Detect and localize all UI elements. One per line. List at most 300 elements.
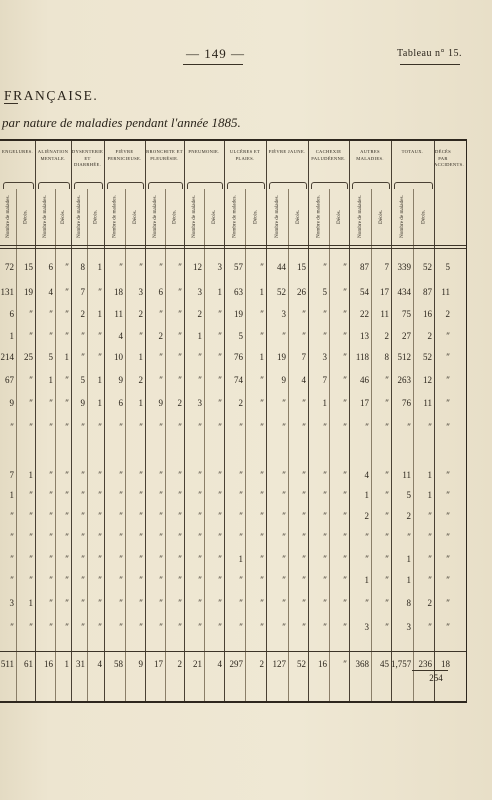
table-cell: 4 (97, 659, 102, 669)
table-cell: 2 (158, 331, 163, 341)
table-cell: ″ (178, 331, 182, 341)
table-cell: ″ (343, 554, 347, 564)
table-cell: ″ (139, 511, 143, 521)
table-cell: ″ (10, 422, 14, 432)
page-number: — 149 — (186, 46, 245, 61)
table-cell: 297 (229, 659, 243, 669)
grand-total: 254 (429, 673, 443, 683)
table-cell: 2 (445, 309, 450, 319)
table-cell: 4 (48, 287, 53, 297)
table-cell: ″ (178, 375, 182, 385)
table-cell: 11 (441, 287, 450, 297)
totals-rule (0, 651, 466, 652)
table-cell: ″ (343, 331, 347, 341)
table-cell: ″ (139, 554, 143, 564)
table-cell: ″ (365, 598, 369, 608)
table-cell: ″ (428, 422, 432, 432)
header-rule (0, 245, 466, 246)
table-subtitle: par nature de maladies pendant l'année 1885. (2, 115, 241, 130)
table-cell: 52 (423, 262, 432, 272)
table-cell: ″ (343, 398, 347, 408)
table-cell: ″ (323, 309, 327, 319)
table-cell: ″ (139, 262, 143, 272)
table-cell: 12 (423, 375, 432, 385)
table-cell: ″ (302, 398, 306, 408)
table-cell: ″ (159, 622, 163, 632)
table-cell: ″ (218, 375, 222, 385)
table-cell: ″ (119, 511, 123, 521)
table-cell: 1 (138, 352, 143, 362)
table-cell: 46 (360, 375, 369, 385)
table-cell: ″ (239, 490, 243, 500)
table-cell: 7 (80, 287, 85, 297)
table-cell: 2 (384, 331, 389, 341)
table-cell: ″ (159, 490, 163, 500)
title-fragment: FRANÇAISE. (4, 88, 99, 103)
table-cell: ″ (29, 532, 33, 542)
table-cell: 52 (423, 352, 432, 362)
table-cell: 2 (197, 309, 202, 319)
table-cell: ″ (239, 622, 243, 632)
table-cell: ″ (49, 398, 53, 408)
table-cell: ″ (282, 575, 286, 585)
table-cell: 1 (97, 375, 102, 385)
table-cell: ″ (343, 511, 347, 521)
group-brace (3, 182, 34, 189)
table-cell: ″ (302, 511, 306, 521)
column-header: Décès. (420, 210, 427, 224)
table-cell: ″ (343, 470, 347, 480)
column-header: Nombre de malades. (111, 195, 118, 239)
table-cell: 1 (97, 398, 102, 408)
table-cell: ″ (446, 511, 450, 521)
table-cell: 25 (24, 352, 33, 362)
table-cell: ″ (446, 598, 450, 608)
table-cell: 3 (138, 287, 143, 297)
table-cell: ″ (139, 422, 143, 432)
table-cell: 1 (238, 554, 243, 564)
table-cell: ″ (218, 532, 222, 542)
column-header: Nombre de malades. (152, 195, 158, 239)
table-cell: ″ (159, 532, 163, 542)
table-cell: ″ (98, 331, 102, 341)
column-header: Nombre de malades. (191, 195, 197, 239)
table-cell: ″ (282, 490, 286, 500)
table-cell: ″ (178, 554, 182, 564)
table-cell: 17 (154, 659, 163, 669)
group-brace (107, 182, 144, 189)
table-cell: ″ (81, 511, 85, 521)
table-cell: ″ (218, 331, 222, 341)
table-cell: 6 (118, 398, 123, 408)
table-cell: 4 (301, 375, 306, 385)
table-cell: ″ (98, 352, 102, 362)
group-header: TOTAUX. (401, 149, 424, 154)
table-cell: 1 (97, 309, 102, 319)
table-cell: ″ (260, 490, 264, 500)
table-cell: ″ (178, 470, 182, 480)
table-cell: 2 (364, 511, 369, 521)
table-cell: 18 (114, 287, 123, 297)
table-cell: ″ (81, 422, 85, 432)
table-cell: 87 (360, 262, 369, 272)
table-cell: ″ (343, 262, 347, 272)
table-cell: ″ (98, 511, 102, 521)
table-cell: ″ (119, 470, 123, 480)
table-cell: ″ (343, 622, 347, 632)
column-header: Nombre de malades. (399, 195, 405, 239)
table-cell: ″ (198, 622, 202, 632)
table-cell: 76 (402, 398, 411, 408)
table-cell: ″ (260, 622, 264, 632)
table-cell: 1 (9, 331, 14, 341)
table-cell: ″ (218, 470, 222, 480)
table-cell: ″ (446, 375, 450, 385)
table-cell: ″ (302, 532, 306, 542)
table-cell: ″ (178, 490, 182, 500)
table-cell: ″ (65, 470, 69, 480)
table-cell: ″ (385, 511, 389, 521)
table-cell: ″ (302, 598, 306, 608)
table-cell: 339 (397, 262, 411, 272)
column-divider (434, 141, 435, 701)
table-cell: ″ (407, 532, 411, 542)
table-cell: 9 (138, 659, 143, 669)
table-cell: ″ (282, 470, 286, 480)
table-cell: ″ (428, 622, 432, 632)
table-cell: ″ (239, 422, 243, 432)
table-cell: ″ (49, 622, 53, 632)
table-cell: ″ (218, 575, 222, 585)
table-cell: ″ (323, 490, 327, 500)
statistics-table (0, 139, 467, 703)
table-cell: ″ (385, 422, 389, 432)
table-cell: ″ (65, 375, 69, 385)
table-cell: 16 (44, 659, 53, 669)
table-cell: ″ (178, 287, 182, 297)
table-cell: 2 (427, 598, 432, 608)
table-cell: ″ (446, 352, 450, 362)
table-cell: ″ (178, 622, 182, 632)
table-cell: ″ (385, 490, 389, 500)
table-cell: ″ (29, 575, 33, 585)
group-brace (352, 182, 390, 189)
table-cell: ″ (29, 511, 33, 521)
table-cell: ″ (218, 398, 222, 408)
table-cell: ″ (10, 511, 14, 521)
table-cell: 1 (364, 575, 369, 585)
table-cell: ″ (139, 598, 143, 608)
column-header: Nombre de malades. (357, 195, 363, 239)
table-cell: 15 (24, 262, 33, 272)
table-cell: ″ (302, 470, 306, 480)
table-cell: 1 (217, 287, 222, 297)
table-cell: ″ (159, 422, 163, 432)
table-cell: ″ (260, 511, 264, 521)
table-cell: ″ (29, 422, 33, 432)
table-cell: ″ (139, 532, 143, 542)
table-cell: 13 (360, 331, 369, 341)
table-cell: 19 (24, 287, 33, 297)
table-cell: 11 (380, 309, 389, 319)
table-cell: 1 (197, 331, 202, 341)
table-cell: 7 (301, 352, 306, 362)
table-cell: ″ (49, 511, 53, 521)
table-cell: ″ (365, 422, 369, 432)
table-cell: ″ (385, 598, 389, 608)
table-cell: ″ (323, 511, 327, 521)
table-cell: 3 (197, 398, 202, 408)
table-cell: ″ (178, 511, 182, 521)
table-cell: ″ (282, 622, 286, 632)
table-cell: ″ (119, 554, 123, 564)
group-brace (187, 182, 223, 189)
table-cell: ″ (178, 352, 182, 362)
table-cell: ″ (198, 375, 202, 385)
table-cell: 63 (234, 287, 243, 297)
table-cell: 9 (281, 375, 286, 385)
table-cell: ″ (178, 422, 182, 432)
table-cell: ″ (10, 532, 14, 542)
table-cell: ″ (198, 352, 202, 362)
table-cell: ″ (385, 532, 389, 542)
table-cell: ″ (98, 554, 102, 564)
table-cell: 74 (234, 375, 243, 385)
table-cell: ″ (81, 598, 85, 608)
table-cell: ″ (428, 511, 432, 521)
table-cell: ″ (139, 490, 143, 500)
table-cell: ″ (343, 287, 347, 297)
column-header: Nombre de malades. (5, 195, 11, 239)
table-cell: ″ (260, 575, 264, 585)
table-cell: ″ (385, 375, 389, 385)
table-cell: 214 (0, 352, 14, 362)
table-cell: 7 (384, 262, 389, 272)
table-cell: ″ (198, 554, 202, 564)
table-cell: 11 (402, 470, 411, 480)
table-cell: 1 (48, 375, 53, 385)
group-brace (148, 182, 183, 189)
title-rule (4, 103, 18, 104)
table-cell: ″ (81, 352, 85, 362)
table-cell: 3 (9, 598, 14, 608)
table-cell: ″ (49, 309, 53, 319)
table-cell: ″ (260, 262, 264, 272)
table-cell: 10 (114, 352, 123, 362)
table-cell: 18 (441, 659, 450, 669)
table-cell: 236 (418, 659, 432, 669)
table-cell: 1 (9, 490, 14, 500)
table-cell: ″ (323, 532, 327, 542)
table-cell: 1 (28, 470, 33, 480)
column-header: Nombre de malades. (76, 195, 82, 239)
table-cell: ″ (65, 532, 69, 542)
table-cell: ″ (139, 622, 143, 632)
table-cell: 9 (158, 398, 163, 408)
table-cell: ″ (446, 422, 450, 432)
table-cell: ″ (260, 532, 264, 542)
table-cell: ″ (119, 622, 123, 632)
table-cell: ″ (446, 554, 450, 564)
table-cell: ″ (65, 490, 69, 500)
table-cell: 19 (234, 309, 243, 319)
column-header: Décès. (336, 210, 342, 224)
table-cell: ″ (302, 575, 306, 585)
table-cell: ″ (98, 490, 102, 500)
group-header: FIÈVRE JAUNE. (268, 149, 306, 154)
table-cell: ″ (323, 598, 327, 608)
table-cell: ″ (385, 470, 389, 480)
table-cell: ″ (81, 331, 85, 341)
table-cell: 1 (64, 352, 69, 362)
table-cell: ″ (49, 598, 53, 608)
table-cell: ″ (343, 375, 347, 385)
table-cell: ″ (343, 659, 347, 669)
table-cell: ″ (218, 511, 222, 521)
table-cell: 1 (406, 575, 411, 585)
table-cell: ″ (428, 554, 432, 564)
table-cell: ″ (65, 398, 69, 408)
table-cell: ″ (446, 490, 450, 500)
group-brace (269, 182, 307, 189)
table-cell: 5 (80, 375, 85, 385)
table-cell: ″ (49, 422, 53, 432)
table-cell: ″ (239, 511, 243, 521)
table-cell: ″ (65, 622, 69, 632)
table-cell: ″ (428, 532, 432, 542)
column-header: Décès. (132, 210, 138, 224)
table-cell: ″ (65, 575, 69, 585)
table-cell: ″ (282, 598, 286, 608)
header-rule (0, 248, 466, 249)
table-cell: ″ (65, 262, 69, 272)
table-cell: ″ (260, 398, 264, 408)
table-cell: ″ (260, 309, 264, 319)
table-cell: ″ (343, 575, 347, 585)
table-cell: ″ (385, 622, 389, 632)
group-header: ALIÉNATION MENTALE. (37, 149, 69, 161)
table-cell: 3 (322, 352, 327, 362)
table-cell: 8 (80, 262, 85, 272)
table-cell: ″ (282, 554, 286, 564)
table-cell: 21 (193, 659, 202, 669)
table-cell: 5 (322, 287, 327, 297)
table-cell: ″ (139, 575, 143, 585)
column-header: Décès. (22, 210, 29, 224)
table-cell: ″ (446, 331, 450, 341)
table-cell: ″ (446, 470, 450, 480)
table-cell: ″ (218, 352, 222, 362)
table-cell: 67 (5, 375, 14, 385)
table-cell: 1 (97, 262, 102, 272)
table-cell: 9 (9, 398, 14, 408)
table-cell: ″ (98, 470, 102, 480)
table-cell: 6 (9, 309, 14, 319)
table-cell: ″ (198, 598, 202, 608)
table-cell: 4 (118, 331, 123, 341)
table-cell: ″ (198, 490, 202, 500)
table-cell: ″ (343, 598, 347, 608)
page-header (0, 46, 492, 66)
table-cell: ″ (343, 422, 347, 432)
table-cell: 87 (423, 287, 432, 297)
table-cell: ″ (49, 470, 53, 480)
table-cell: 75 (402, 309, 411, 319)
table-cell: 1 (259, 352, 264, 362)
table-cell: ″ (323, 422, 327, 432)
table-cell: ″ (159, 309, 163, 319)
table-cell: 2 (138, 309, 143, 319)
table-cell: 11 (423, 398, 432, 408)
table-cell: ″ (343, 352, 347, 362)
column-header: Décès. (252, 210, 259, 224)
table-cell: 4 (364, 470, 369, 480)
table-cell: ″ (159, 375, 163, 385)
table-cell: ″ (119, 532, 123, 542)
table-cell: 5 (48, 352, 53, 362)
header-rule (400, 64, 460, 65)
table-cell: ″ (178, 598, 182, 608)
table-cell: ″ (218, 490, 222, 500)
table-cell: ″ (239, 470, 243, 480)
table-cell: 17 (380, 287, 389, 297)
table-cell: ″ (323, 470, 327, 480)
table-cell: 4 (217, 659, 222, 669)
table-cell: 1 (427, 490, 432, 500)
group-brace (311, 182, 348, 189)
table-cell: ″ (29, 490, 33, 500)
table-cell: ″ (81, 532, 85, 542)
table-cell: 9 (118, 375, 123, 385)
table-cell: 5 (238, 331, 243, 341)
table-cell: 22 (360, 309, 369, 319)
table-cell: 7 (9, 470, 14, 480)
table-cell: ″ (159, 598, 163, 608)
table-cell: 2 (177, 398, 182, 408)
table-cell: 2 (177, 659, 182, 669)
table-cell: ″ (218, 554, 222, 564)
table-cell: 57 (234, 262, 243, 272)
table-cell: 2 (406, 511, 411, 521)
table-cell: ″ (198, 422, 202, 432)
table-cell: ″ (65, 287, 69, 297)
table-cell: ″ (282, 422, 286, 432)
group-header: BRONCHITE ET PLEURÉSIE. (146, 149, 183, 161)
table-cell: ″ (178, 575, 182, 585)
table-cell: 1 (322, 398, 327, 408)
table-cell: ″ (446, 398, 450, 408)
table-cell: ″ (302, 622, 306, 632)
table-cell: ″ (10, 622, 14, 632)
table-cell: ″ (65, 511, 69, 521)
table-cell: ″ (139, 470, 143, 480)
table-cell: ″ (119, 262, 123, 272)
table-cell: 12 (193, 262, 202, 272)
table-cell: ″ (282, 511, 286, 521)
table-cell: ″ (178, 262, 182, 272)
table-cell: ″ (119, 598, 123, 608)
table-cell: ″ (178, 309, 182, 319)
table-cell: 2 (138, 375, 143, 385)
table-cell: ″ (218, 422, 222, 432)
table-cell: 52 (277, 287, 286, 297)
table-cell: 1 (64, 659, 69, 669)
table-cell: ″ (198, 575, 202, 585)
table-cell: 118 (355, 352, 369, 362)
table-cell: 8 (384, 352, 389, 362)
table-cell: 3 (406, 622, 411, 632)
table-cell: 1 (259, 287, 264, 297)
